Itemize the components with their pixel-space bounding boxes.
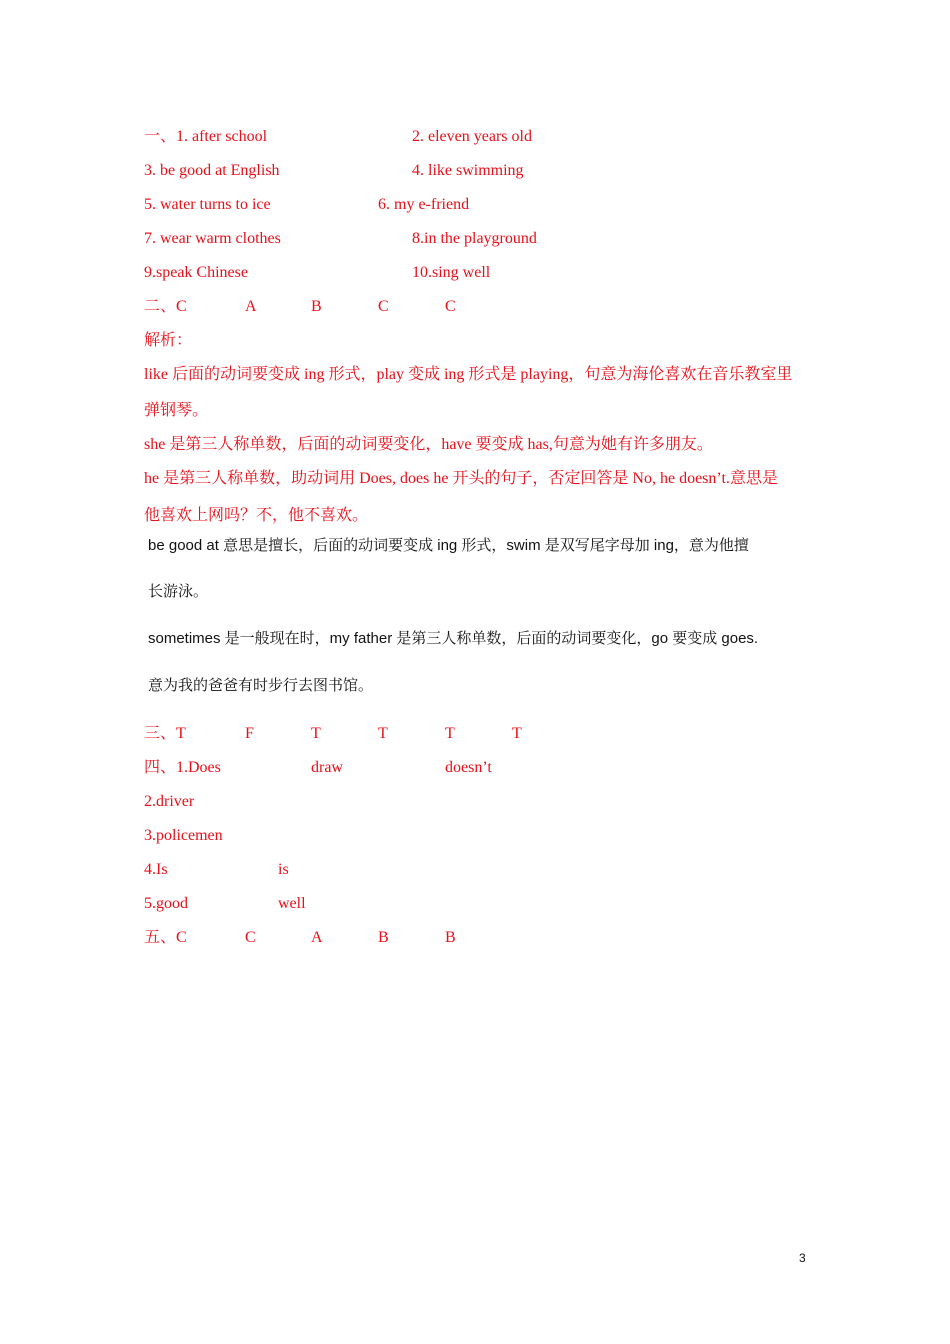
s4-row4-col2: is — [278, 861, 289, 878]
s5-answer-2: C — [245, 929, 256, 946]
s1-item-7: 7. wear warm clothes — [144, 230, 281, 247]
scanned-explanation-2: 长游泳。 — [148, 583, 209, 600]
s4-row1-col2: draw — [311, 759, 343, 776]
explanation-line-5: 他喜欢上网吗？不，他不喜欢。 — [144, 507, 369, 524]
s5-answer-4: B — [378, 929, 389, 946]
scanned-explanation-4: 意为我的爸爸有时步行去图书馆。 — [148, 677, 374, 694]
s1-item-9: 9.speak Chinese — [144, 264, 248, 281]
s1-item-8: 8.in the playground — [412, 230, 537, 247]
s4-row2: 2.driver — [144, 793, 195, 810]
s1-item-10: 10.sing well — [412, 264, 491, 281]
s3-answer-4: T — [378, 725, 388, 742]
s5-answer-1: 五、C — [144, 929, 187, 946]
s3-answer-1: 三、T — [144, 725, 186, 742]
analysis-label: 解析： — [144, 332, 193, 349]
explanation-line-4: he 是第三人称单数，助动词用 Does, does he 开头的句子，否定回答是 No, he doesn’t.意思是 — [144, 470, 778, 487]
s2-answer-2: A — [245, 298, 257, 315]
s4-row3: 3.policemen — [144, 827, 223, 844]
s3-answer-6: T — [512, 725, 522, 742]
s4-row5-col2: well — [278, 895, 306, 912]
s3-answer-3: T — [311, 725, 321, 742]
explanation-line-3: she 是第三人称单数，后面的动词要变化，have 要变成 has,句意为她有许多朋友。 — [144, 436, 713, 453]
s3-answer-2: F — [245, 725, 254, 742]
s4-row1-col1: 四、1.Does — [144, 759, 221, 776]
s1-item-1: 一、1. after school — [144, 128, 268, 145]
scanned-explanation-3: sometimes 是一般现在时，my father 是第三人称单数，后面的动词要变化，go 要变成 goes. — [148, 630, 759, 647]
s4-row1-col3: doesn’t — [445, 759, 492, 776]
page-number: 3 — [799, 1251, 806, 1265]
s5-answer-3: A — [311, 929, 323, 946]
s1-item-5: 5. water turns to ice — [144, 196, 271, 213]
s1-item-6: 6. my e-friend — [378, 196, 470, 213]
s2-answer-3: B — [311, 298, 322, 315]
scanned-explanation-1: be good at 意思是擅长，后面的动词要变成 ing 形式，swim 是双写尾字母加 ing，意为他擅 — [148, 537, 749, 554]
explanation-line-2: 弹钢琴。 — [144, 402, 209, 419]
s1-item-3: 3. be good at English — [144, 162, 280, 179]
s2-answer-4: C — [378, 298, 389, 315]
s2-answer-1: 二、C — [144, 298, 187, 315]
s5-answer-5: B — [445, 929, 456, 946]
explanation-line-1: like 后面的动词要变成 ing 形式，play 变成 ing 形式是 playing，句意为海伦喜欢在音乐教室里 — [144, 366, 793, 383]
s1-item-2: 2. eleven years old — [412, 128, 532, 145]
s4-row5-col1: 5.good — [144, 895, 188, 912]
s3-answer-5: T — [445, 725, 455, 742]
s4-row4-col1: 4.Is — [144, 861, 168, 878]
s2-answer-5: C — [445, 298, 456, 315]
s1-item-4: 4. like swimming — [412, 162, 524, 179]
